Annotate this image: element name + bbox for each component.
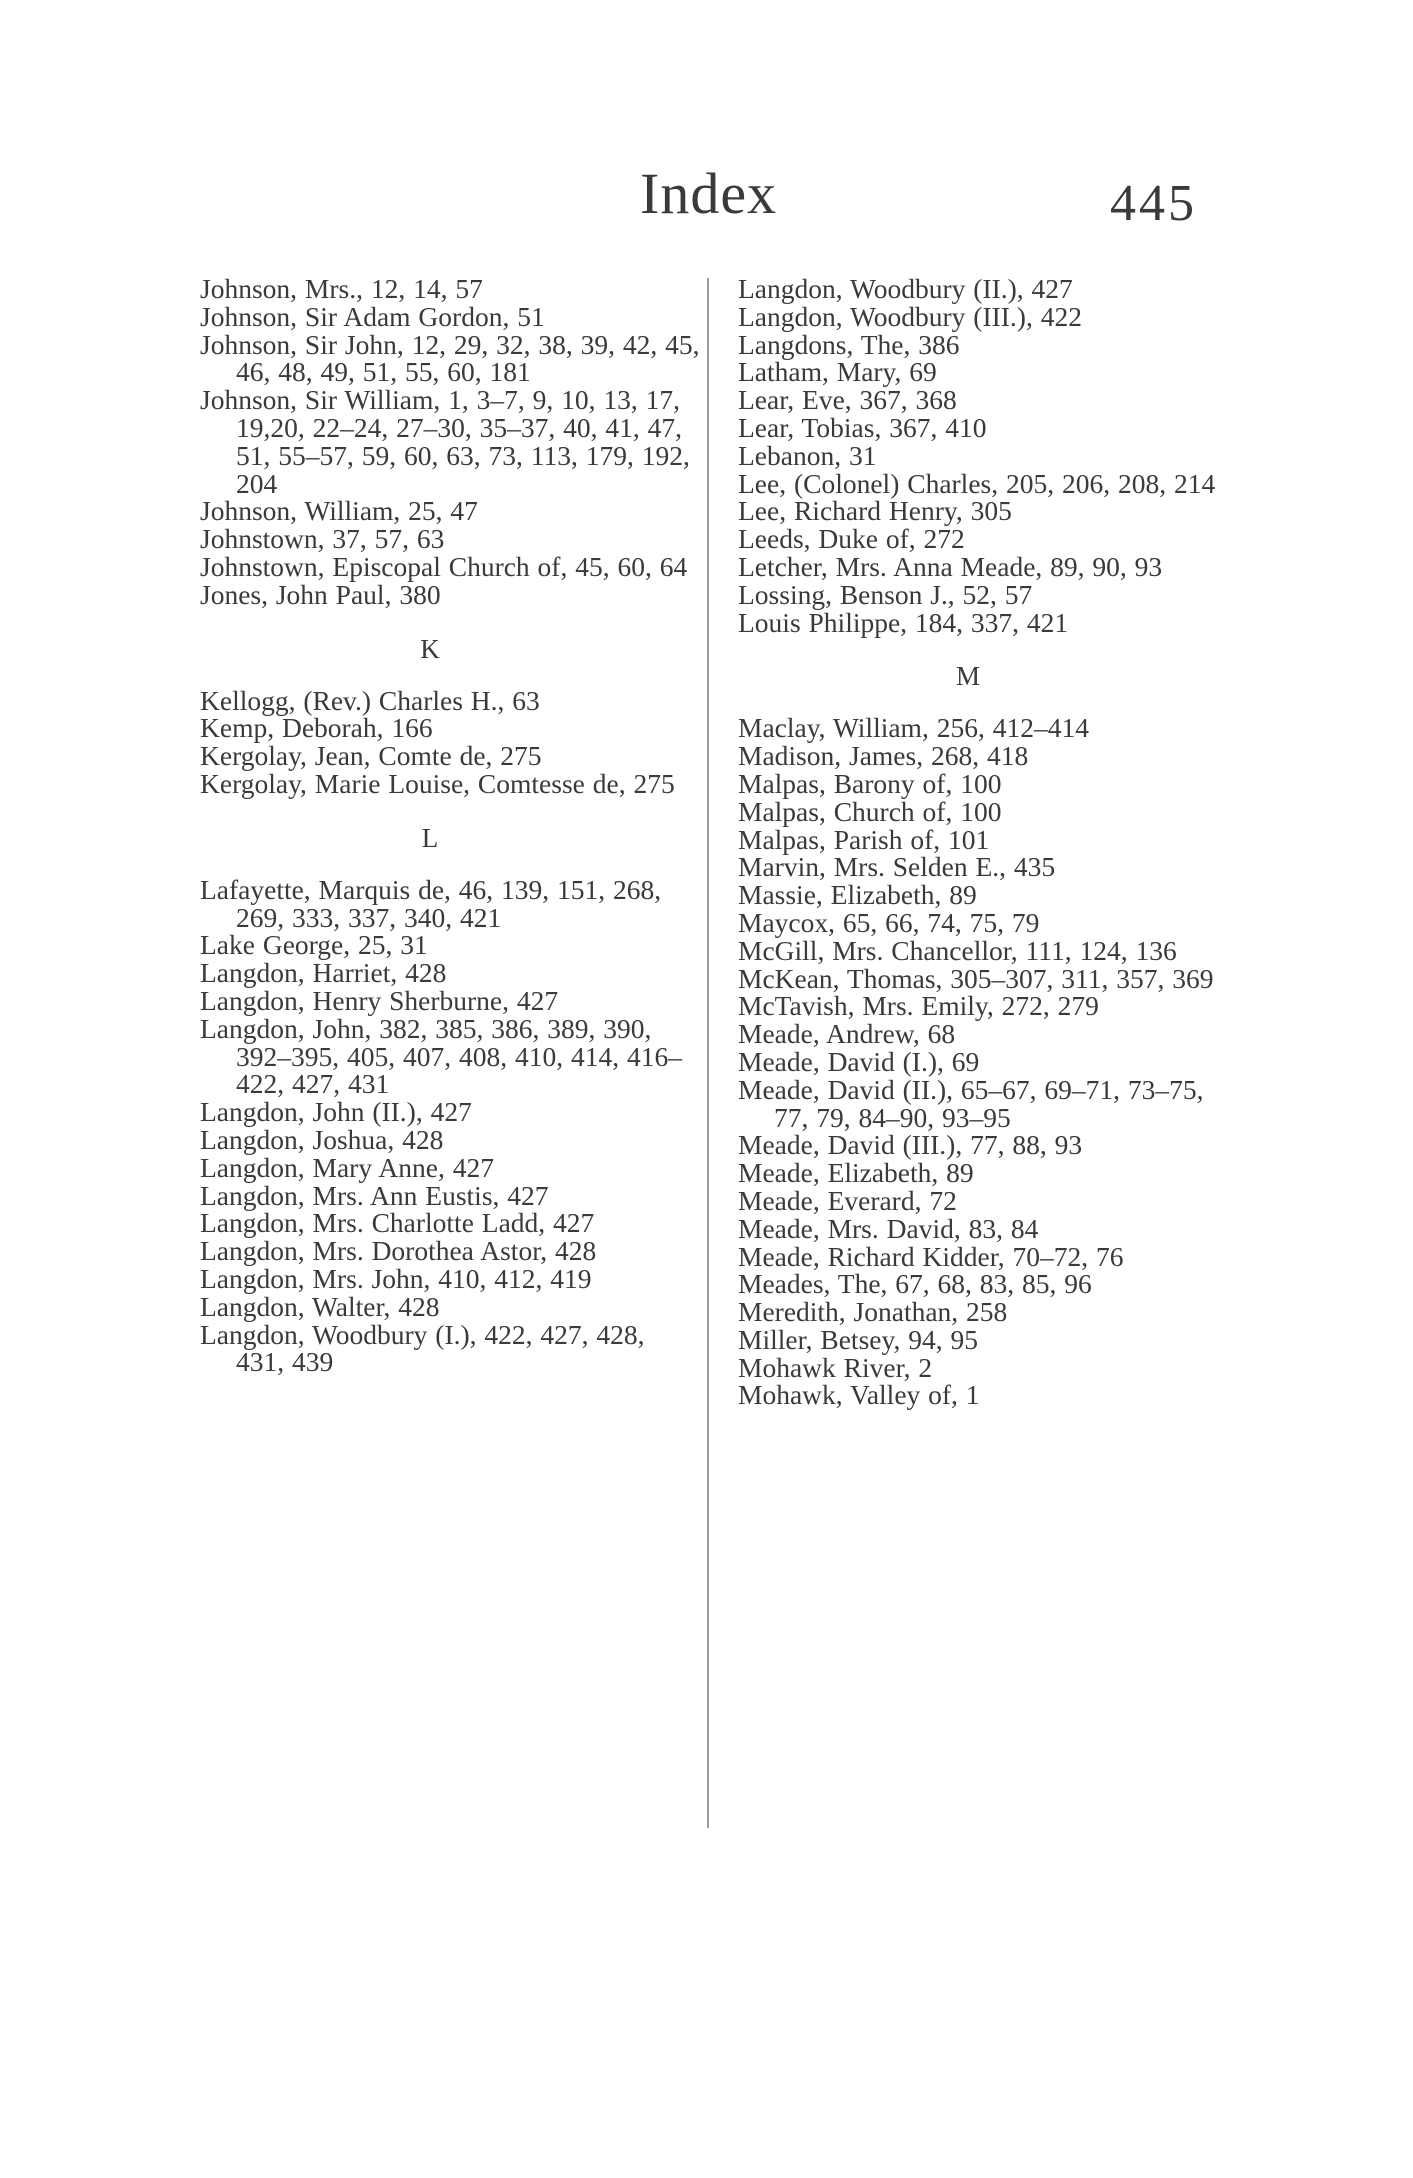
index-entry: Langdon, Mary Anne, 427 xyxy=(200,1151,494,1183)
index-group-m xyxy=(738,714,1238,1409)
index-entry: Meade, Mrs. David, 83, 84 xyxy=(738,1212,1039,1244)
index-entry: Meade, Andrew, 68 xyxy=(738,1018,956,1050)
index-entry: Langdon, Mrs. Ann Eustis, 427 xyxy=(200,1179,549,1211)
index-entry: Langdon, Mrs. John, 410, 412, 419 xyxy=(200,1262,592,1294)
index-entry: Maycox, 65, 66, 74, 75, 79 xyxy=(738,906,1040,938)
index-entry: Langdon, Woodbury (II.), 427 xyxy=(738,273,1073,304)
index-entry: Kergolay, Marie Louise, Comtesse de, 275 xyxy=(200,767,675,799)
index-entry: Langdon, Joshua, 428 xyxy=(200,1123,444,1155)
index-entry: Meade, Elizabeth, 89 xyxy=(738,1157,974,1189)
index-entry: Johnstown, Episcopal Church of, 45, 60, 64 xyxy=(200,550,688,582)
index-entry: Meades, The, 67, 68, 83, 85, 96 xyxy=(738,1268,1092,1300)
index-entry: Meade, David (III.), 77, 88, 93 xyxy=(738,1129,1083,1161)
index-entry: Meade, David (II.), 65–67, 69–71, 73–75, 77, 79, 84–90, 93–95 xyxy=(738,1073,1204,1133)
index-entry: Malpas, Church of, 100 xyxy=(738,795,1002,827)
index-entry: Langdon, Walter, 428 xyxy=(200,1290,440,1322)
index-entry: McGill, Mrs. Chancellor, 111, 124, 136 xyxy=(738,934,1177,966)
index-entry: Langdon, Woodbury (I.), 422, 427, 428, 431, 439 xyxy=(200,1318,645,1378)
page-header xyxy=(0,160,1413,240)
index-entry: Lake George, 25, 31 xyxy=(200,929,428,961)
index-entry: Johnson, Mrs., 12, 14, 57 xyxy=(200,273,483,304)
page-title: Index xyxy=(640,161,778,226)
index-entry: Latham, Mary, 69 xyxy=(738,356,937,388)
section-letter-l: L xyxy=(421,822,439,853)
index-entry: Langdon, Harriet, 428 xyxy=(200,957,447,989)
index-column-right xyxy=(738,275,1238,1409)
index-entry: Langdon, John, 382, 385, 386, 389, 390, 392–395, 405, 407, 408, 410, 414, 416–422, 427, 431 xyxy=(200,1012,682,1100)
index-entry: McTavish, Mrs. Emily, 272, 279 xyxy=(738,990,1099,1022)
index-entry: Johnson, William, 25, 47 xyxy=(200,495,478,527)
index-entry: Meade, David (I.), 69 xyxy=(738,1045,980,1077)
index-entry: Leeds, Duke of, 272 xyxy=(738,523,965,555)
index-entry: Johnson, Sir Adam Gordon, 51 xyxy=(200,300,545,332)
column-divider xyxy=(707,278,709,1828)
index-entry: Lafayette, Marquis de, 46, 139, 151, 268, 269, 333, 337, 340, 421 xyxy=(200,873,662,933)
index-entry: Lear, Eve, 367, 368 xyxy=(738,384,957,416)
index-entry: Lear, Tobias, 367, 410 xyxy=(738,411,987,443)
index-entry: Mohawk River, 2 xyxy=(738,1351,933,1383)
index-entry: McKean, Thomas, 305–307, 311, 357, 369 xyxy=(738,962,1214,994)
index-entry: Jones, John Paul, 380 xyxy=(200,578,441,610)
index-entry: Massie, Elizabeth, 89 xyxy=(738,879,977,911)
index-entry: Mohawk, Valley of, 1 xyxy=(738,1379,980,1411)
index-group-l xyxy=(200,873,700,1378)
index-entry: Johnson, Sir William, 1, 3–7, 9, 10, 13, 17, 19,20, 22–24, 27–30, 35–37, 40, 41, 47, 51, 55–57, 59, 60, 63, 73, 113, 179, 192, 204 xyxy=(200,384,690,499)
index-entry: Kergolay, Jean, Comte de, 275 xyxy=(200,740,542,772)
index-entry: Langdon, John (II.), 427 xyxy=(200,1096,472,1128)
index-entry: Johnstown, 37, 57, 63 xyxy=(200,523,445,555)
section-letter-k: K xyxy=(420,633,440,664)
index-entry: Langdon, Henry Sherburne, 427 xyxy=(200,984,559,1016)
index-entry: Maclay, William, 256, 412–414 xyxy=(738,712,1089,744)
index-entry: Kemp, Deborah, 166 xyxy=(200,712,433,744)
index-column-left xyxy=(200,275,700,1376)
index-group-j xyxy=(200,275,700,609)
index-entry: Johnson, Sir John, 12, 29, 32, 38, 39, 42, 45, 46, 48, 49, 51, 55, 60, 181 xyxy=(200,328,700,388)
index-entry: Meade, Richard Kidder, 70–72, 76 xyxy=(738,1240,1124,1272)
index-group-l-continued xyxy=(738,275,1238,636)
index-entry: Malpas, Barony of, 100 xyxy=(738,767,1002,799)
index-entry: Lebanon, 31 xyxy=(738,439,877,471)
index-entry: Madison, James, 268, 418 xyxy=(738,740,1029,772)
index-entry: Lossing, Benson J., 52, 57 xyxy=(738,578,1033,610)
index-entry: Langdon, Woodbury (III.), 422 xyxy=(738,300,1082,332)
index-entry: Meade, Everard, 72 xyxy=(738,1184,957,1216)
index-entry: Langdon, Mrs. Dorothea Astor, 428 xyxy=(200,1235,597,1267)
index-entry: Malpas, Parish of, 101 xyxy=(738,823,990,855)
index-entry: Langdons, The, 386 xyxy=(738,328,960,360)
index-entry: Marvin, Mrs. Selden E., 435 xyxy=(738,851,1056,883)
index-entry: Langdon, Mrs. Charlotte Ladd, 427 xyxy=(200,1207,595,1239)
index-entry: Meredith, Jonathan, 258 xyxy=(738,1296,1008,1328)
section-letter-m: M xyxy=(955,661,980,692)
index-entry: Lee, (Colonel) Charles, 205, 206, 208, 214 xyxy=(738,467,1216,499)
index-entry: Miller, Betsey, 94, 95 xyxy=(738,1323,978,1355)
index-entry: Letcher, Mrs. Anna Meade, 89, 90, 93 xyxy=(738,550,1163,582)
page-number: 445 xyxy=(1110,175,1197,232)
index-group-k xyxy=(200,684,700,799)
index-entry: Louis Philippe, 184, 337, 421 xyxy=(738,606,1069,638)
index-entry: Lee, Richard Henry, 305 xyxy=(738,495,1012,527)
index-entry: Kellogg, (Rev.) Charles H., 63 xyxy=(200,684,540,716)
